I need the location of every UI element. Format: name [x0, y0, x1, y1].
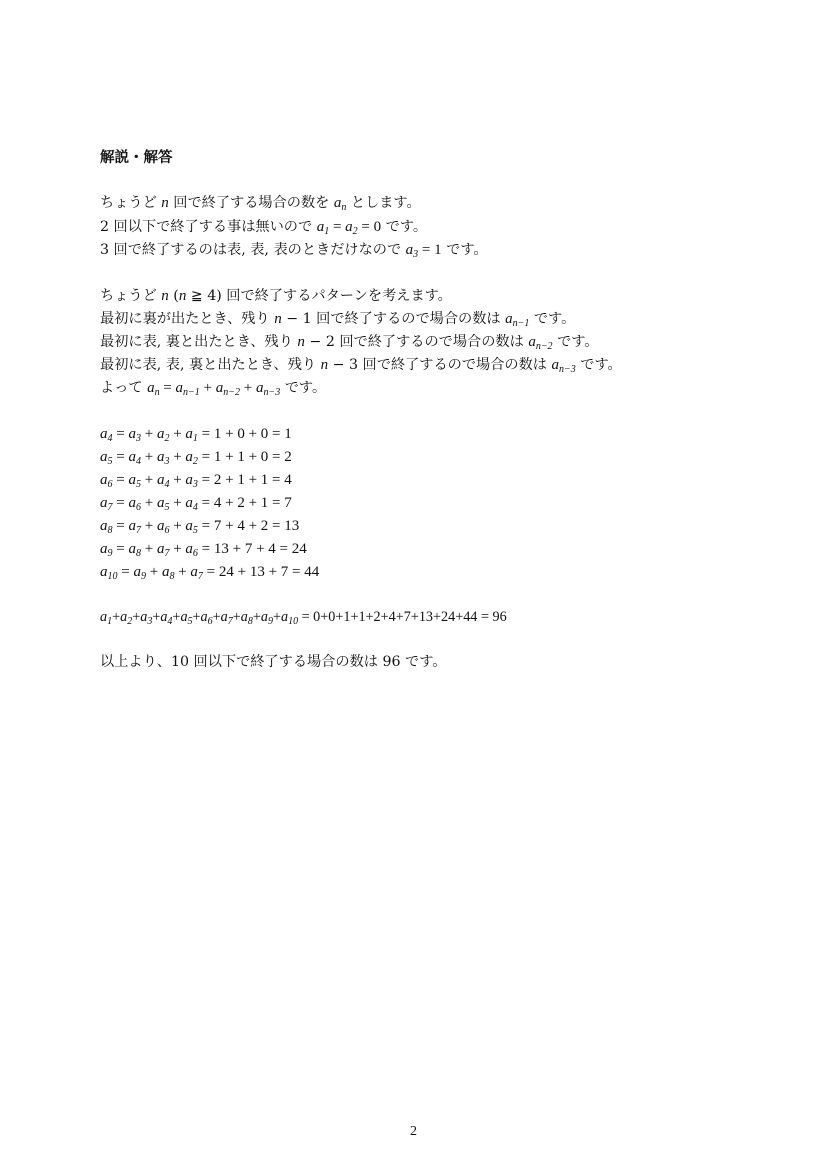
case-line-2: 最初に裏が出たとき、残り n − 1 回で終了するので場合の数は $a_{n-1}$ です。	[100, 311, 576, 329]
section-heading: 解説・解答	[100, 150, 173, 166]
sum-line: $a_1+a_2+a_3+a_4+a_5+a_6+a_7+a_8+a_9+a_{10} = 0+0+1+1+2+4+7+13+24+44 = 96$	[100, 609, 507, 627]
intro-line-3: 3 回で終了するのは表, 表, 表のときだけなので $a_3 = 1$ です。	[100, 242, 488, 260]
conclusion-line: 以上より、10 回以下で終了する場合の数は 96 です。	[100, 654, 447, 670]
page-number: 2	[410, 1124, 417, 1139]
recurrence-line-a7: $a_7 = a_6 + a_5 + a_4 = 4 + 2 + 1 = 7$	[100, 495, 292, 513]
recurrence-line-a8: $a_8 = a_7 + a_6 + a_5 = 7 + 4 + 2 = 13$	[100, 518, 300, 536]
recurrence-line-a6: $a_6 = a_5 + a_4 + a_3 = 2 + 1 + 1 = 4$	[100, 472, 292, 490]
case-line-1: ちょうど n (n ≧ 4) 回で終了するパターンを考えます。	[100, 288, 452, 304]
recurrence-line-a10: $a_{10} = a_9 + a_8 + a_7 = 24 + 13 + 7 = 44$	[100, 564, 320, 582]
recurrence-line-a9: $a_9 = a_8 + a_7 + a_6 = 13 + 7 + 4 = 24$	[100, 541, 307, 559]
recurrence-line-a4: $a_4 = a_3 + a_2 + a_1 = 1 + 0 + 0 = 1$	[100, 426, 292, 444]
intro-line-2: 2 回以下で終了する事は無いので $a_1 = a_2 = 0$ です。	[100, 219, 428, 237]
case-line-4: 最初に表, 表, 裏と出たとき、残り n − 3 回で終了するので場合の数は $a_{n-3}$ です。	[100, 357, 622, 375]
intro-line-1: ちょうど n 回で終了する場合の数を $a_n$ とします。	[100, 195, 421, 213]
case-line-3: 最初に表, 裏と出たとき、残り n − 2 回で終了するので場合の数は $a_{n-2}$ です。	[100, 334, 599, 352]
recurrence-formula: よって $a_n = a_{n-1} + a_{n-2} + a_{n-3}$ です。	[100, 380, 327, 398]
recurrence-line-a5: $a_5 = a_4 + a_3 + a_2 = 1 + 1 + 0 = 2$	[100, 449, 292, 467]
